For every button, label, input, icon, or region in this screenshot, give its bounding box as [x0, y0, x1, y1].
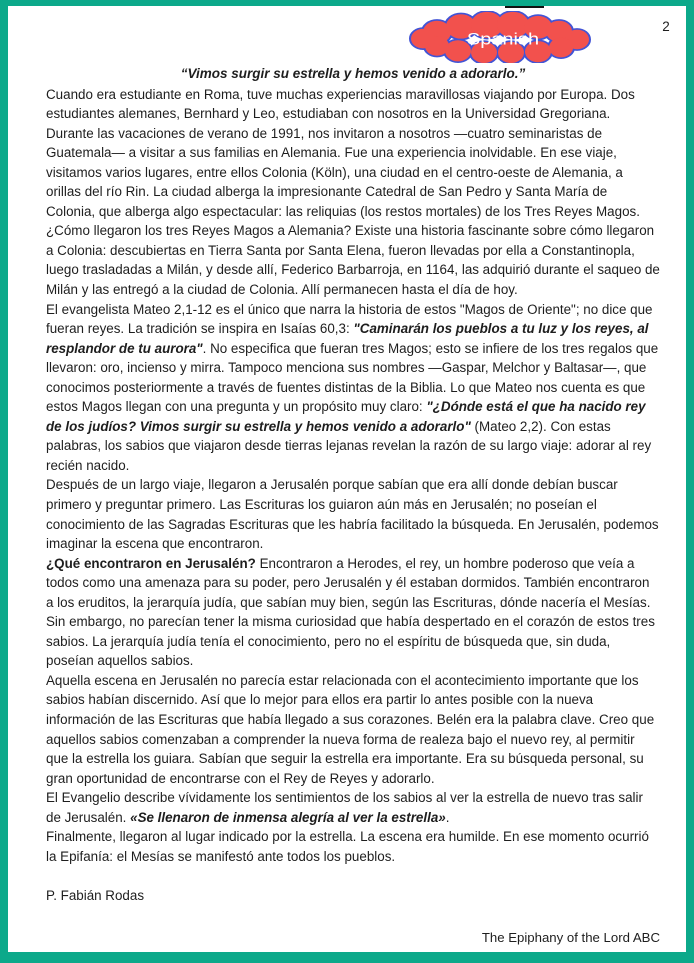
top-mark	[505, 5, 544, 8]
footer-text: The Epiphany of the Lord ABC	[481, 930, 660, 945]
paragraph-container	[46, 85, 660, 867]
paragraph	[46, 671, 660, 788]
paragraph-segment: "¿Dónde está el que ha nacido rey de los judíos? Vimos surgir su estrella y hemos venido a adorarlo"	[46, 399, 646, 434]
paragraph-segment: «Se llenaron de inmensa alegría al ver la estrella»	[130, 809, 446, 825]
paragraph-segment: El Evangelio describe vívidamente los sentimientos de los sabios al ver la estrella de nuevo tras salir de Jerusalén.	[46, 790, 643, 825]
paragraph-segment: Encontraron a Herodes, el rey, un hombre poderoso que veía a todos como una amenaza para su poder, pero Jerusalén y él estaban dormidos. También encontraron a los eruditos, la jerarquía judía, que sabían muy bien, según las Escrituras, dónde nacería el Mesías. Sin embargo, no parecían tener la misma curiosidad que había despertado en el corazón de estos tres sabios. La jerarquía judía tenía el conocimiento, pero no el espíritu de búsqueda que, sin duda, poseían aquellos sabios.	[46, 555, 655, 669]
paragraph-segment: Cuando era estudiante en Roma, tuve muchas experiencias maravillosas viajando por Europa. Dos estudiantes alemanes, Bernhard y Leo, estudiaban con nosotros en la Universidad Gregoriana. Durante las vacaciones de verano de 1991, nos invitaron a nosotros —cuatro seminaristas de Guatemala— a visitar a sus familias en Alemania. Fue una experiencia inolvidable. En ese viaje, visitamos varios lugares, entre ellos Colonia (Köln), una ciudad en el centro-oeste de Alemania, a orillas del río Rin. La ciudad alberga la impresionante Catedral de San Pedro y Santa María de Colonia, que alberga algo espectacular: las reliquias (los restos mortales) de los Tres Reyes Magos. ¿Cómo llegaron los tres Reyes Magos a Alemania? Existe una historia fascinante sobre cómo llegaron a Colonia: descubiertas en Tierra Santa por Santa Elena, fueron llevadas por ella a Constantinopla, luego trasladadas a Milán, y desde allí, Federico Barbarroja, en 1164, las adquirió durante el saqueo de Milán y las entregó a la ciudad de Colonia. Allí permanecen hasta el día de hoy.	[46, 86, 660, 297]
document-title: “Vimos surgir su estrella y hemos venido a adorarlo.”	[180, 66, 526, 81]
paragraph-segment: .	[445, 809, 450, 825]
paragraph-segment: ¿Qué encontraron en Jerusalén?	[46, 555, 256, 571]
paragraph	[46, 300, 660, 476]
paragraph-segment: Aquella escena en Jerusalén no parecía estar relacionada con el acontecimiento importante que los sabios habían discernido. Así que lo mejor para ellos era partir lo antes posible con la nueva información de las Escrituras que había llegado a sus corazones. Belén era la palabra clave. Creo que aquellos sabios comenzaban a comprender la nueva forma de realeza bajo el nuevo rey, al permitir que la estrella los guiara. Sabían que seguir la estrella era importante. Era su búsqueda personal, su gran oportunidad de encontrarse con el Rey de Reyes y adorarlo.	[46, 672, 655, 786]
paragraph-segment: Después de un largo viaje, llegaron a Jerusalén porque sabían que era allí donde debían buscar primero y preguntar primero. Las Escrituras los guiaron aún más en Jerusalén; no poseían el conocimiento de las Sagradas Escrituras que les habría facilitado la búsqueda. En Jerusalén, podemos imaginar la escena que encontraron.	[46, 477, 659, 552]
paragraph-segment: . No especifica que fueran tres Magos; esto se infiere de los tres regalos que llevaron: oro, incienso y mirra. Tampoco menciona sus nombres —Gaspar, Melchor y Baltasar—, que conocimos posteriormente a través de fuentes distintas de la Biblia. Lo que Mateo nos cuenta es que estos Magos llegan con una pregunta y un propósito muy claro:	[46, 340, 659, 415]
paragraph	[46, 85, 660, 300]
author-signature: P. Fabián Rodas	[46, 887, 145, 903]
paragraph	[46, 788, 660, 827]
document-content	[46, 64, 660, 905]
cloud-badge-label: Spanish	[466, 30, 540, 48]
paragraph	[46, 475, 660, 553]
paragraph-segment: El evangelista Mateo 2,1-12 es el único que narra la historia de estos "Magos de Oriente"; no dice que fueran reyes. La tradición se inspira en Isaías 60,3:	[46, 301, 653, 337]
page-number: 2	[662, 19, 670, 34]
paragraph-segment: Finalmente, llegaron al lugar indicado por la estrella. La escena era humilde. En ese momento ocurrió la Epifanía: el Mesías se manifestó ante todos los pueblos.	[46, 829, 649, 864]
paragraph	[46, 827, 660, 866]
paragraph-segment: "Caminarán los pueblos a tu luz y los reyes, al resplandor de tu aurora"	[46, 321, 649, 356]
paragraph	[46, 554, 660, 671]
spanish-cloud-badge	[407, 11, 599, 63]
paragraph-segment: (Mateo 2,2). Con estas palabras, los sabios que viajaron desde tierras lejanas revelan la razón de su largo viaje: adorar al rey recién nacido.	[46, 418, 652, 473]
